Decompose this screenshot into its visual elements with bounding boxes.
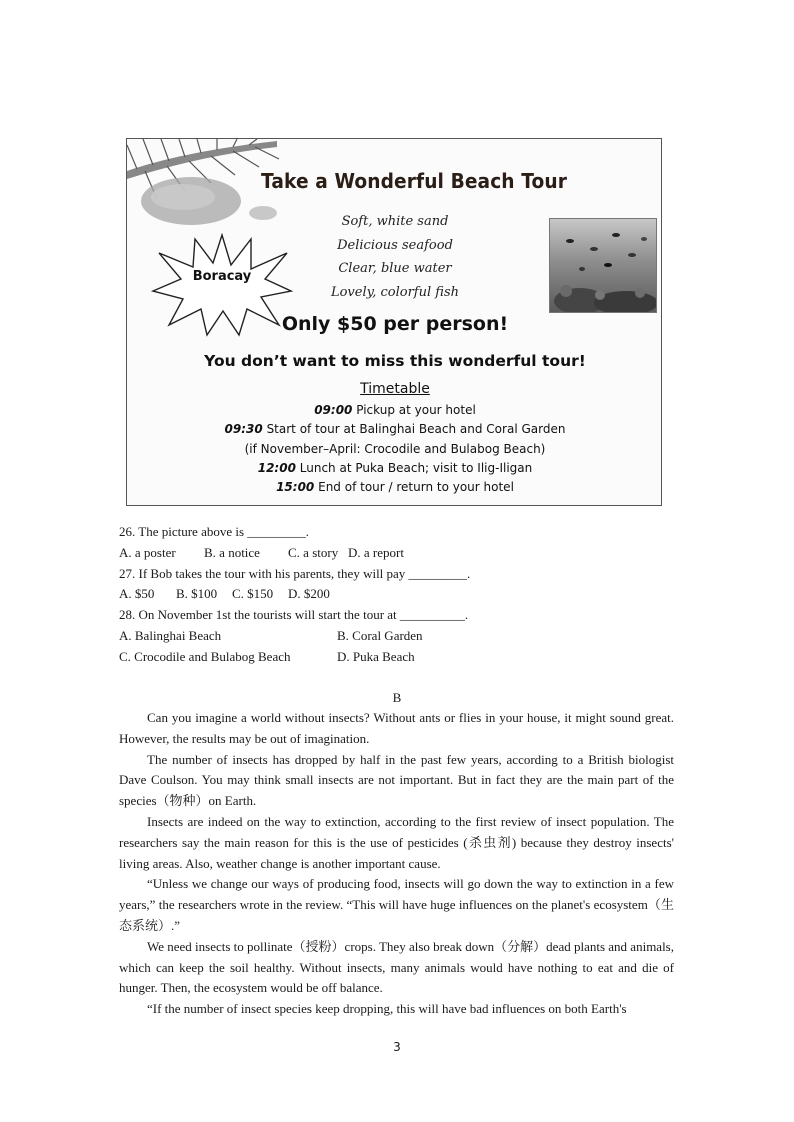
passage-paragraph: “If the number of insect species keep dropping, this will have bad influences on both Earth's <box>147 1001 627 1017</box>
price-text: Only $50 per person! <box>281 313 509 335</box>
question-28-option: B. Coral Garden <box>337 628 423 643</box>
timetable <box>127 401 662 497</box>
passage-paragraph: The number of insects has dropped by half in the past few years, according to a British biologist Dave Coulson. You may think small insects are not important. But in fact they are the main part of the species（物种）on Earth. <box>119 751 674 809</box>
question-26-stem: 26. The picture above is _________. <box>119 524 310 539</box>
timetable-title: Timetable <box>360 381 430 397</box>
reading-passage <box>119 708 674 1020</box>
tagline-text: You don’t want to miss this wonderful tour! <box>204 352 586 370</box>
page-number: 3 <box>393 1040 401 1054</box>
question-28-stem: 28. On November 1st the tourists will start the tour at __________. <box>119 607 469 622</box>
timetable-row <box>127 401 662 420</box>
timetable-text: Lunch at Puka Beach; visit to Ilig-Iligan <box>299 460 533 475</box>
passage-paragraph: Insects are indeed on the way to extinction, according to the first review of insect population. The researchers say the main reason for this is the use of pesticides (杀虫剂) because they destroy insects' living areas. Also, weather change is another important cause. <box>119 813 674 871</box>
timetable-text: (if November–April: Crocodile and Bulabog Beach) <box>244 441 546 456</box>
passage-paragraph: We need insects to pollinate（授粉）crops. They also break down（分解）dead plants and animals, which can keep the soil healthy. Without insects, many animals would have nothing to eat and die of hunger. Then, the ecosystem would be off balance. <box>119 938 674 996</box>
feature-item: Clear, blue water <box>338 261 452 276</box>
question-27-option: C. $150 <box>232 586 274 601</box>
question-27-option: D. $200 <box>288 586 330 601</box>
beach-tour-poster <box>126 138 662 506</box>
question-26-option: A. a poster <box>119 545 176 560</box>
section-letter: B <box>392 690 402 705</box>
timetable-text: Start of tour at Balinghai Beach and Coral Garden <box>266 422 566 437</box>
question-28-option: A. Balinghai Beach <box>119 628 222 643</box>
timetable-time: 12:00 <box>257 460 296 475</box>
question-28-option: D. Puka Beach <box>337 649 415 664</box>
poster-title: Take a Wonderful Beach Tour <box>261 169 567 193</box>
question-26-option: C. a story <box>288 545 339 560</box>
question-27-option: B. $100 <box>176 586 218 601</box>
timetable-row <box>127 478 662 497</box>
coral-reef-photo <box>549 218 657 313</box>
timetable-text: Pickup at your hotel <box>356 403 476 417</box>
reef-scene <box>550 219 657 313</box>
question-27-stem: 27. If Bob takes the tour with his parents, they will pay _________. <box>119 566 471 581</box>
timetable-text: End of tour / return to your hotel <box>318 480 514 495</box>
passage-paragraph: Can you imagine a world without insects? Without ants or flies in your house, it might sound great. However, the results may be out of imagination. <box>119 710 674 746</box>
feature-list <box>297 210 493 304</box>
feature-item: Soft, white sand <box>341 214 449 229</box>
question-28-option: C. Crocodile and Bulabog Beach <box>119 649 291 664</box>
question-27-option: A. $50 <box>119 586 155 601</box>
timetable-time: 09:30 <box>224 422 263 437</box>
feature-item: Delicious seafood <box>337 237 453 253</box>
question-26-option: D. a report <box>348 545 404 560</box>
feature-item: Lovely, colorful fish <box>330 284 460 300</box>
burst-label: Boracay <box>192 269 252 284</box>
timetable-row <box>127 420 662 439</box>
timetable-row <box>127 440 662 459</box>
timetable-time: 09:00 <box>314 403 353 417</box>
question-26-option: B. a notice <box>204 545 260 560</box>
timetable-time: 15:00 <box>276 480 315 495</box>
passage-paragraph: “Unless we change our ways of producing food, insects will go down the way to extinction in a few years,” the researchers wrote in the review. “This will have huge influences on the planet's ecosystem（生态系统）.” <box>119 876 674 933</box>
timetable-row <box>127 459 662 478</box>
